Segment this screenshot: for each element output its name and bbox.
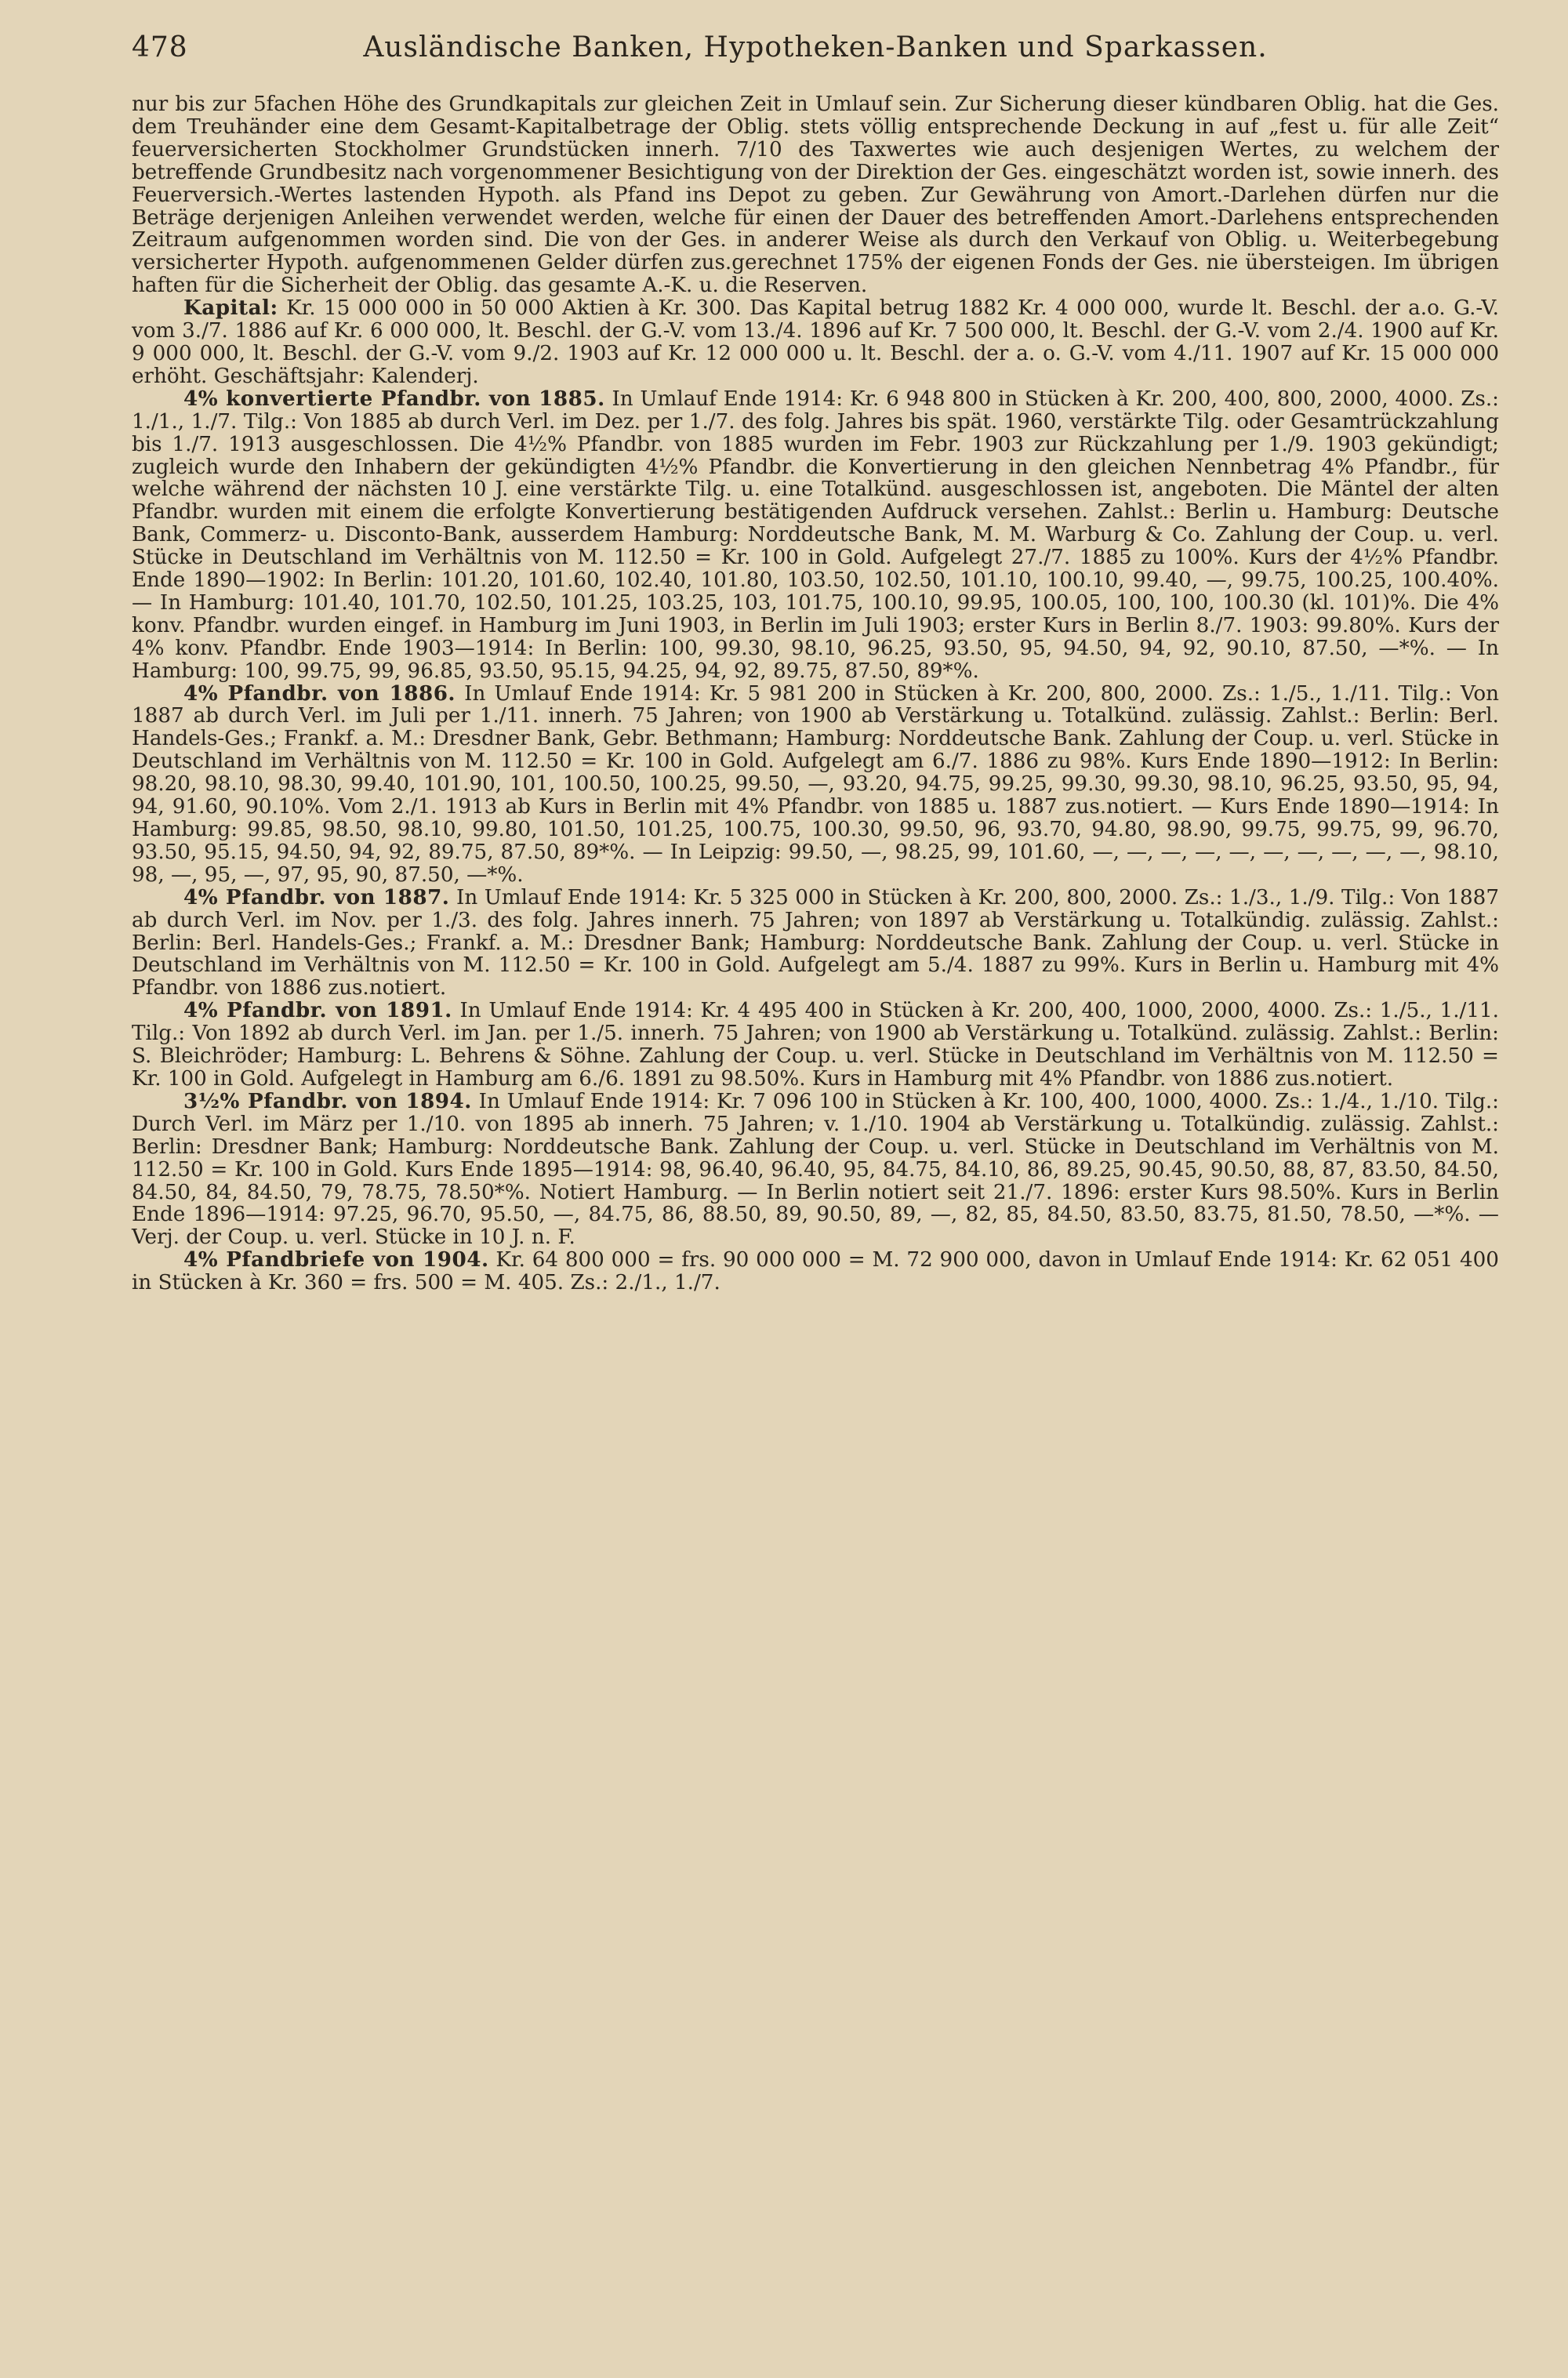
running-title: Ausländische Banken, Hypotheken-Banken und Sparkassen. [363,31,1268,64]
paragraph-text: nur bis zur 5fachen Höhe des Grundkapitals zur gleichen Zeit in Umlauf sein. Zur Sicherung dieser kündbaren Oblig. hat die Ges. dem Treuhänder eine dem Gesamt-Kapitalbetrage der Oblig. stets völlig entsprechende Deckung in auf „fest u. für alle Zeit“ feuerversicherten Stockholmer Grundstücken innerh. 7/10 des Taxwertes wie auch desjenigen Wertes, zu welchem der betreffende Grundbesitz nach vorgenommener Besichtigung von der Direktion der Ges. eingeschätzt worden ist, sowie innerh. des Feuerversich.-Wertes lastenden Hypoth. als Pfand ins Depot zu geben. Zur Gewährung von Amort.-Darlehen dürfen nur die Beträge derjenigen Anleihen verwendet werden, welche für einen der Dauer des betreffenden Amort.-Darlehens entsprechenden Zeitraum aufgenommen worden sind. Die von der Ges. in anderer Weise als durch den Verkauf von Oblig. u. Weiterbegebung versicherter Hypoth. aufgenommenen Gelder dürfen zus.gerechnet 175% der eigenen Fonds der Ges. nie übersteigen. Im übrigen haften für die Sicherheit der Oblig. das gesamte A.-K. u. die Reserven. [132,93,1499,298]
paragraph-pfandbr-1891 [132,1000,1499,1091]
paragraph-lead: Kapital: [183,296,278,321]
paragraph-pfandbr-1887 [132,884,1500,1000]
paragraph-lead: 4% Pfandbr. von 1887. [183,884,450,909]
paragraph-kapital [132,297,1499,388]
body-text [132,93,1499,1294]
page-header [132,31,1499,64]
paragraph-pfandbr-1886 [132,683,1499,887]
paragraph-text: In Umlauf Ende 1914: Kr. 7 096 100 in Stücken à Kr. 100, 400, 1000, 4000. Zs.: 1./4., 1./10. Tilg.: Durch Verl. im März per 1./10. von 1895 ab innerh. 75 Jahren; v. 1./10. 1904 ab Verstärkung u. Totalkündig. zulässig. Zahlst.: Berlin: Dresdner Bank; Hamburg: Norddeutsche Bank. Zahlung der Coup. u. verl. Stücke in Deutschland im Verhältnis von M. 112.50 = Kr. 100 in Gold. Kurs Ende 1895—1914: 98, 96.40, 96.40, 95, 84.75, 84.10, 86, 89.25, 90.45, 90.50, 88, 87, 83.50, 84.50, 84.50, 84, 84.50, 79, 78.75, 78.50*%. Notiert Hamburg. — In Berlin notiert seit 21./7. 1896: erster Kurs 98.50%. Kurs in Berlin Ende 1896—1914: 97.25, 96.70, 95.50, —, 84.75, 86, 88.50, 89, 90.50, 89, —, 82, 85, 84.50, 83.50, 83.75, 81.50, 78.50, —*%. — Verj. der Coup. u. verl. Stücke in 10 J. n. F. [132,1089,1499,1250]
page-number: 478 [132,31,188,64]
paragraph-lead: 4% konvertierte Pfandbr. von 1885. [183,386,605,411]
paragraph-continuation [132,93,1499,297]
paragraph-text: In Umlauf Ende 1914: Kr. 5 325 000 in Stücken à Kr. 200, 800, 2000. Zs.: 1./3., 1./9. Tilg.: Von 1887 ab durch Verl. im Nov. per 1./3. des folg. Jahres innerh. 75 Jahren; von 1897 ab Verstärkung u. Totalkündig. zulässig. Zahlst.: Berlin: Berl. Handels-Ges.; Frankf. a. M.: Dresdner Bank; Hamburg: Norddeutsche Bank. Zahlung der Coup. u. verl. Stücke in Deutschland im Verhältnis von M. 112.50 = Kr. 100 in Gold. Aufgelegt am 5./4. 1887 zu 99%. Kurs in Berlin u. Hamburg mit 4% Pfandbr. von 1886 zus.notiert. [132,885,1500,1000]
paragraph-lead: 3½% Pfandbr. von 1894. [183,1088,472,1113]
paragraph-lead: 4% Pfandbr. von 1886. [183,681,456,706]
paragraph-pfandbr-1894 [132,1088,1499,1250]
paragraph-pfandbr-1885 [132,388,1499,683]
paragraph-lead: 4% Pfandbriefe von 1904. [183,1247,489,1273]
paragraph-pfandbriefe-1904 [132,1249,1499,1294]
paragraph-text: In Umlauf Ende 1914: Kr. 6 948 800 in Stücken à Kr. 200, 400, 800, 2000, 4000. Zs.: 1./1., 1./7. Tilg.: Von 1885 ab durch Verl. im Dez. per 1./7. des folg. Jahres bis spät. 1960, verstärkte Tilg. oder Gesamtrückzahlung bis 1./7. 1913 ausgeschlossen. Die 4½% Pfandbr. von 1885 wurden im Febr. 1903 zur Rückzahlung per 1./9. 1903 gekündigt; zugleich wurde den Inhabern der gekündigten 4½% Pfandbr. die Konvertierung in den gleichen Nennbetrag 4% Pfandbr., für welche während der nächsten 10 J. eine verstärkte Tilg. u. eine Totalkünd. ausgeschlossen ist, angeboten. Die Mäntel der alten Pfandbr. wurden mit einem die erfolgte Konvertierung bestätigenden Aufdruck versehen. Zahlst.: Berlin u. Hamburg: Deutsche Bank, Commerz- u. Disconto-Bank, ausserdem Hamburg: Norddeutsche Bank, M. M. Warburg & Co. Zahlung der Coup. u. verl. Stücke in Deutschland im Verhältnis von M. 112.50 = Kr. 100 in Gold. Aufgelegt 27./7. 1885 zu 100%. Kurs der 4½% Pfandbr. Ende 1890—1902: In Berlin: 101.20, 101.60, 102.40, 101.80, 103.50, 102.50, 101.10, 100.10, 99.40, —, 99.75, 100.25, 100.40%. — In Hamburg: 101.40, 101.70, 102.50, 101.25, 103.25, 103, 101.75, 100.10, 99.95, 100.05, 100, 100, 100.30 (kl. 101)%. Die 4% konv. Pfandbr. wurden eingef. in Hamburg im Juni 1903, in Berlin im Juli 1903; erster Kurs in Berlin 8./7. 1903: 99.80%. Kurs der 4% konv. Pfandbr. Ende 1903—1914: In Berlin: 100, 99.30, 98.10, 96.25, 93.50, 95, 94.50, 94, 92, 90.10, 87.50, —*%. — In Hamburg: 100, 99.75, 99, 96.85, 93.50, 95.15, 94.25, 94, 92, 89.75, 87.50, 89*%. [132,387,1500,683]
paragraph-text: In Umlauf Ende 1914: Kr. 4 495 400 in Stücken à Kr. 200, 400, 1000, 2000, 4000. Zs.: 1./5., 1./11. Tilg.: Von 1892 ab durch Verl. im Jan. per 1./5. innerh. 75 Jahren; von 1900 ab Verstärkung u. Totalkünd. zulässig. Zahlst.: Berlin: S. Bleichröder; Hamburg: L. Behrens & Söhne. Zahlung der Coup. u. verl. Stücke in Deutschland im Verhältnis von M. 112.50 = Kr. 100 in Gold. Aufgelegt in Hamburg am 6./6. 1891 zu 98.50%. Kurs in Hamburg mit 4% Pfandbr. von 1886 zus.notiert. [132,999,1499,1091]
paragraph-text: In Umlauf Ende 1914: Kr. 5 981 200 in Stücken à Kr. 200, 800, 2000. Zs.: 1./5., 1./11. Tilg.: Von 1887 ab durch Verl. im Juli per 1./11. innerh. 75 Jahren; von 1900 ab Verstärkung u. Totalkünd. zulässig. Zahlst.: Berlin: Berl. Handels-Ges.; Frankf. a. M.: Dresdner Bank, Gebr. Bethmann; Hamburg: Norddeutsche Bank. Zahlung der Coup. u. verl. Stücke in Deutschland im Verhältnis von M. 112.50 = Kr. 100 in Gold. Aufgelegt am 6./7. 1886 zu 98%. Kurs Ende 1890—1912: In Berlin: 98.20, 98.10, 98.30, 99.40, 101.90, 101, 100.50, 100.25, 99.50, —, 93.20, 94.75, 99.25, 99.30, 99.30, 98.10, 96.25, 93.50, 95, 94, 94, 91.60, 90.10%. Vom 2./1. 1913 ab Kurs in Berlin mit 4% Pfandbr. von 1885 u. 1887 zus.notiert. — Kurs Ende 1890—1914: In Hamburg: 99.85, 98.50, 98.10, 99.80, 101.50, 101.25, 100.75, 100.30, 99.50, 96, 93.70, 94.80, 98.90, 99.75, 99.75, 99, 96.70, 93.50, 95.15, 94.50, 94, 92, 89.75, 87.50, 89*%. — In Leipzig: 99.50, —, 98.25, 99, 101.60, —, —, —, —, —, —, —, —, —, —, 98.10, 98, —, 95, —, 97, 95, 90, 87.50, —*%. [132,681,1500,887]
paragraph-lead: 4% Pfandbr. von 1891. [183,998,452,1023]
paragraph-text: Kr. 15 000 000 in 50 000 Aktien à Kr. 300. Das Kapital betrug 1882 Kr. 4 000 000, wurde lt. Beschl. der a.o. G.-V. vom 3./7. 1886 auf Kr. 6 000 000, lt. Beschl. der G.-V. vom 13./4. 1896 auf Kr. 7 500 000, lt. Beschl. der G.-V. vom 2./4. 1900 auf Kr. 9 000 000, lt. Beschl. der G.-V. vom 9./2. 1903 auf Kr. 12 000 000 u. lt. Beschl. der a. o. G.-V. vom 4./11. 1907 auf Kr. 15 000 000 erhöht. Geschäftsjahr: Kalenderj. [132,296,1499,388]
paragraph-text: Kr. 64 800 000 = frs. 90 000 000 = M. 72 900 000, davon in Umlauf Ende 1914: Kr. 62 051 400 in Stücken à Kr. 360 = frs. 500 = M. 405. Zs.: 2./1., 1./7. [132,1248,1499,1295]
